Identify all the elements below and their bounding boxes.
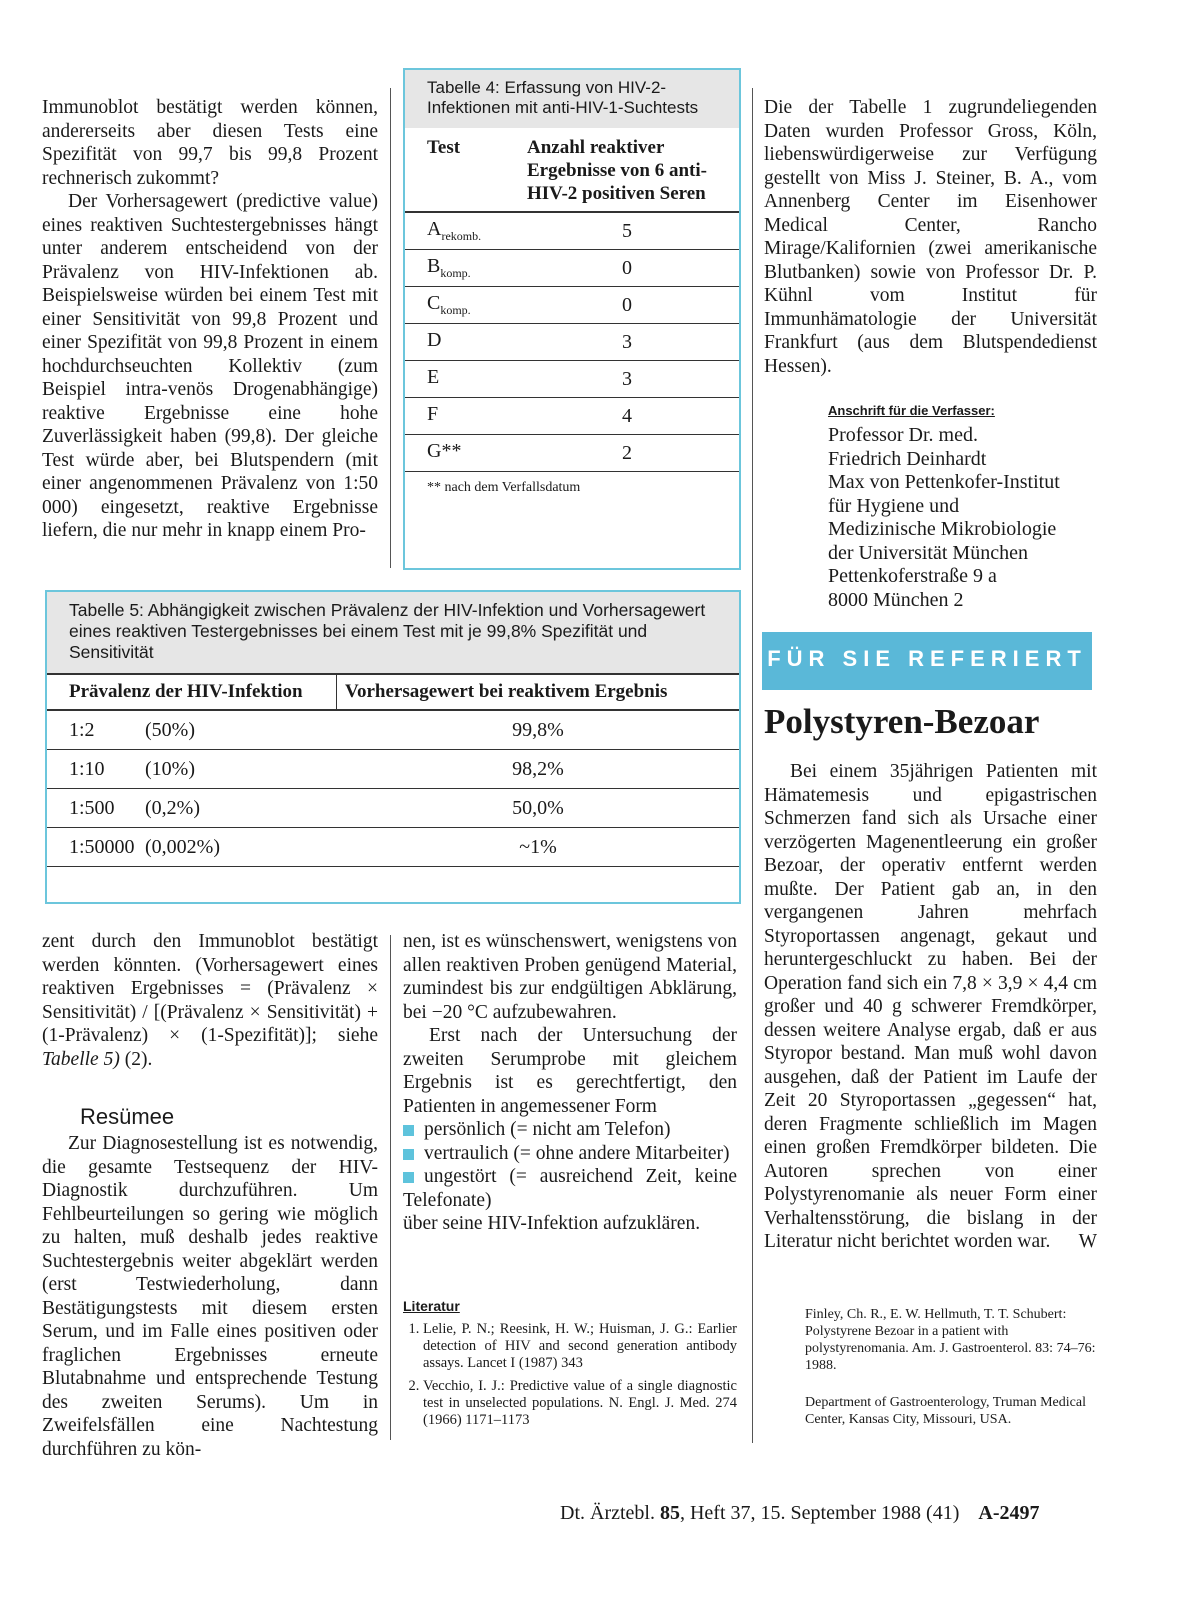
bullet-item (403, 1118, 737, 1142)
test-name: E (427, 366, 440, 388)
test-name: D (427, 329, 442, 351)
formula-text: zent durch den Immunoblot bestätigt werden könnten. (Vorhersagewert eines reaktiven Ergebnisses = (Prävalenz × Sensitivität) / [(Prävalenz × Sensitivität) + (1-Prävalenz) × (1-Spezifität)]; siehe (42, 931, 378, 1046)
paragraph: über seine HIV-Infektion aufzuklären. (403, 1213, 701, 1234)
col-predictive-header: Vorhersagewert bei reaktivem Ergebnis (345, 681, 668, 702)
table-row (405, 250, 739, 287)
table-4-footnote: ** nach dem Verfallsdatum (427, 480, 581, 495)
test-name: F (427, 403, 439, 425)
reactive-count: 2 (622, 441, 632, 464)
prevalence: 1:50000 (0,002%) (69, 835, 220, 858)
prevalence: 1:2 (50%) (69, 718, 195, 741)
table-row (405, 361, 739, 398)
col-count-header: Anzahl reaktiver Ergebnisse von 6 anti-HIV-2 positiven Seren (527, 137, 707, 204)
column1-bottom-text (42, 930, 378, 1071)
table-row (47, 828, 739, 867)
address-line: der Universität München (828, 541, 1028, 564)
column1-top-text (42, 96, 378, 543)
banner-label: FÜR SIE REFERIERT (767, 646, 1087, 671)
col-prevalence-header: Prävalenz der HIV-Infektion (47, 675, 337, 709)
references-heading: Literatur (403, 1298, 460, 1314)
test-name: $A_{rekomb.}$ (427, 218, 482, 243)
predictive-value: 98,2% (512, 757, 564, 780)
address-line: Medizinische Mikrobiologie (828, 518, 1057, 540)
paragraph (42, 930, 378, 1071)
test-name: $C_{komp.}$ (427, 292, 471, 317)
table-row (47, 711, 739, 750)
column3-top-text (764, 96, 1097, 378)
table-row (405, 435, 739, 472)
references (403, 1298, 737, 1435)
predictive-value: 99,8% (512, 718, 564, 741)
paragraph: Immunoblot bestätigt werden können, andererseits aber diesen Tests eine Spezifität von 99,7 bis 99,8 Prozent rechnerisch zukommt? (42, 97, 378, 189)
paragraph: nen, ist es wünschenswert, wenigstens von allen reaktiven Proben genügend Material, zumindest bis zur endgültigen Abklärung, bei −20 °C aufzubewahren. (403, 931, 737, 1023)
citation-ref: (2). (124, 1048, 153, 1070)
resumee-text (42, 1132, 378, 1461)
page-footer (560, 1502, 1039, 1525)
address-line: 8000 München 2 (828, 588, 964, 611)
predictive-value: 50,0% (512, 796, 564, 819)
test-name: $B_{komp.}$ (427, 255, 471, 280)
table-reference: Tabelle 5) (42, 1048, 120, 1070)
table-row (405, 213, 739, 250)
prevalence: 1:10 (10%) (69, 757, 195, 780)
column-rule-1 (390, 88, 391, 568)
address-heading: Anschrift für die Verfasser: (828, 403, 995, 418)
resumee-heading: Resümee (80, 1104, 175, 1129)
col-test-header: Test (427, 137, 461, 158)
table-5 (45, 590, 741, 904)
address-line: für Hygiene und (828, 494, 960, 517)
table-4-title: Tabelle 4: Erfassung von HIV-2-Infektionen mit anti-HIV-1-Suchtests (405, 70, 739, 128)
table-4-header (405, 128, 739, 213)
bullet-item (403, 1142, 737, 1166)
table-row (47, 750, 739, 789)
paragraph: Zur Diagnosestellung ist es notwendig, die gesamte Testsequenz der HIV-Diagnostik durchzuführen. Um Fehlbeurteilungen so gering wie möglich zu halten, muß deshalb jedes reaktive Suchtestergebnis weiter abgeklärt werden (erst Testwiederholung, dann Bestätigungstests mit diesem ersten Serum, und im Falle eines positiven oder fraglichen Ergebnisses erneute Blutabnahme und entsprechende Testung des zweiten Serums). Um in Zweifelsfällen eine Nachtestung durchführen zu kön- (42, 1133, 378, 1460)
bullet-square-icon (403, 1172, 414, 1183)
table-row (405, 324, 739, 361)
article-text (764, 760, 1097, 1254)
table-row (405, 287, 739, 324)
reference-item: 2. Vecchio, I. J.: Predictive value of a single diagnostic test in unselected populations. N. Engl. J. Med. 274 (1966) 1171–1173 (423, 1378, 737, 1429)
table-5-header (47, 673, 739, 711)
page-number: A-2497 (978, 1502, 1040, 1524)
predictive-value: ~1% (519, 835, 557, 858)
reactive-count: 0 (622, 293, 632, 316)
paragraph: Erst nach der Untersuchung der zweiten Serumprobe mit gleichem Ergebnis ist es gerechtfertigt, den Patienten in angemessener Form (403, 1025, 737, 1117)
article-signature: W (1078, 1231, 1097, 1252)
table-4-body (405, 213, 739, 472)
table-row (47, 789, 739, 828)
article-citation: Finley, Ch. R., E. W. Hellmuth, T. T. Schubert: Polystyrene Bezoar in a patient with polystyrenomania. Am. J. Gastroenterol. 83: 74–76: 1988. (805, 1307, 1096, 1373)
column2-bottom-text (403, 930, 737, 1236)
test-name: G** (427, 440, 462, 462)
bullet-text: vertraulich (= ohne andere Mitarbeiter) (424, 1142, 730, 1164)
reactive-count: 5 (622, 219, 632, 242)
reactive-count: 4 (622, 404, 632, 427)
section-banner (762, 632, 1092, 690)
paragraph (764, 760, 1097, 1254)
bullet-square-icon (403, 1149, 414, 1160)
bullet-item (403, 1165, 737, 1212)
journal-volume: 85 (659, 1502, 680, 1524)
article-department: Department of Gastroenterology, Truman Medical Center, Kansas City, Missouri, USA. (805, 1395, 1086, 1427)
reactive-count: 0 (622, 256, 632, 279)
bullet-text: ungestört (= ausreichend Zeit, keine Telefonate) (403, 1166, 737, 1211)
reactive-count: 3 (622, 330, 632, 353)
column-rule-2 (752, 88, 753, 1443)
reactive-count: 3 (622, 367, 632, 390)
reference-item: 1. Lelie, P. N.; Reesink, H. W.; Huisman, J. G.: Earlier detection of HIV and second generation antibody assays. Lancet I (1987) 343 (423, 1321, 737, 1372)
table-5-title: Tabelle 5: Abhängigkeit zwischen Prävalenz der HIV-Infektion und Vorhersagewert eines reaktiven Testergebnisses bei einem Test mit je 99,8% Spezifität und Sensitivität (47, 592, 739, 673)
table-5-body (47, 711, 739, 867)
issue-info: , Heft 37, 15. September 1988 (41) (679, 1502, 960, 1524)
address-line: Pettenkoferstraße 9 a (828, 565, 997, 587)
address-line: Professor Dr. med. (828, 424, 978, 446)
address-line: Max von Pettenkofer-Institut (828, 471, 1060, 493)
bullet-square-icon (403, 1125, 414, 1136)
paragraph: Der Vorhersagewert (predictive value) eines reaktiven Suchtestergebnisses hängt unter anderem entscheidend von der Prävalenz von HIV-Infektionen ab. Beispielsweise würden bei einem Test mit einer Sensitivität von 99,8 Prozent und einer Spezifität von 99,8 Prozent in einem hochdurchseuchten Kollektiv (zum Beispiel intra-venös Drogenabhängige) reaktive Ergebnisse eine hohe Zuverlässigkeit haben (99,8). Der gleiche Test würde aber, bei Blutspendern (mit einer angenommenen Prävalenz von 1:50 000) eingesetzt, reaktive Ergebnisse liefern, die nur mehr in knapp einem Pro- (42, 191, 378, 541)
article-body: Bei einem 35jährigen Patienten mit Hämatemesis und epigastrischen Schmerzen fand sich als Ursache einer verzögerten Magenentleerung ein großer Bezoar, der operativ entfernt werden mußte. Der Patient gab an, in den vergangenen Jahren mehrfach Styroportassen angenagt, gekaut und heruntergeschluckt zu haben. Bei der Operation fand sich ein 7,8 × 3,9 × 4,4 cm großer und 40 g schwerer Fremdkörper, dessen weitere Analyse ergab, daß er aus Styropor bestand. Man muß wohl davon ausgehen, daß der Patient im Laufe der Zeit 20 Styroportassen „gegessen“ hat, deren Fragmente schließlich im Magen einen großen Fremdkörper bildeten. Die Autoren sprechen von einer Polystyrenomanie als neuer Form einer Verhaltensstörung, die bislang in der Literatur nicht berichtet worden war. (764, 761, 1097, 1252)
references-list (403, 1321, 737, 1429)
prevalence: 1:500 (0,2%) (69, 796, 200, 819)
table-row (405, 398, 739, 435)
table-4 (403, 68, 741, 570)
column-rule-3 (390, 935, 391, 1440)
bullet-text: persönlich (= nicht am Telefon) (424, 1119, 671, 1140)
address-block (828, 424, 1060, 612)
paragraph: Die der Tabelle 1 zugrundeliegenden Daten wurden Professor Gross, Köln, liebenswürdigerweise zur Verfügung gestellt von Miss J. Steiner, B. A., vom Annenberg Center im Eisenhower Medical Center, Rancho Mirage/Kalifornien (zwei amerikanische Blutbanken) sowie von Professor Dr. P. Kühnl vom Institut für Immunhämatologie der Universität Frankfurt (aus dem Blutspendedienst Hessen). (764, 97, 1097, 377)
address-line: Friedrich Deinhardt (828, 447, 987, 470)
article-headline: Polystyren-Bezoar (764, 702, 1040, 741)
journal-name: Dt. Ärztebl. (560, 1502, 655, 1524)
